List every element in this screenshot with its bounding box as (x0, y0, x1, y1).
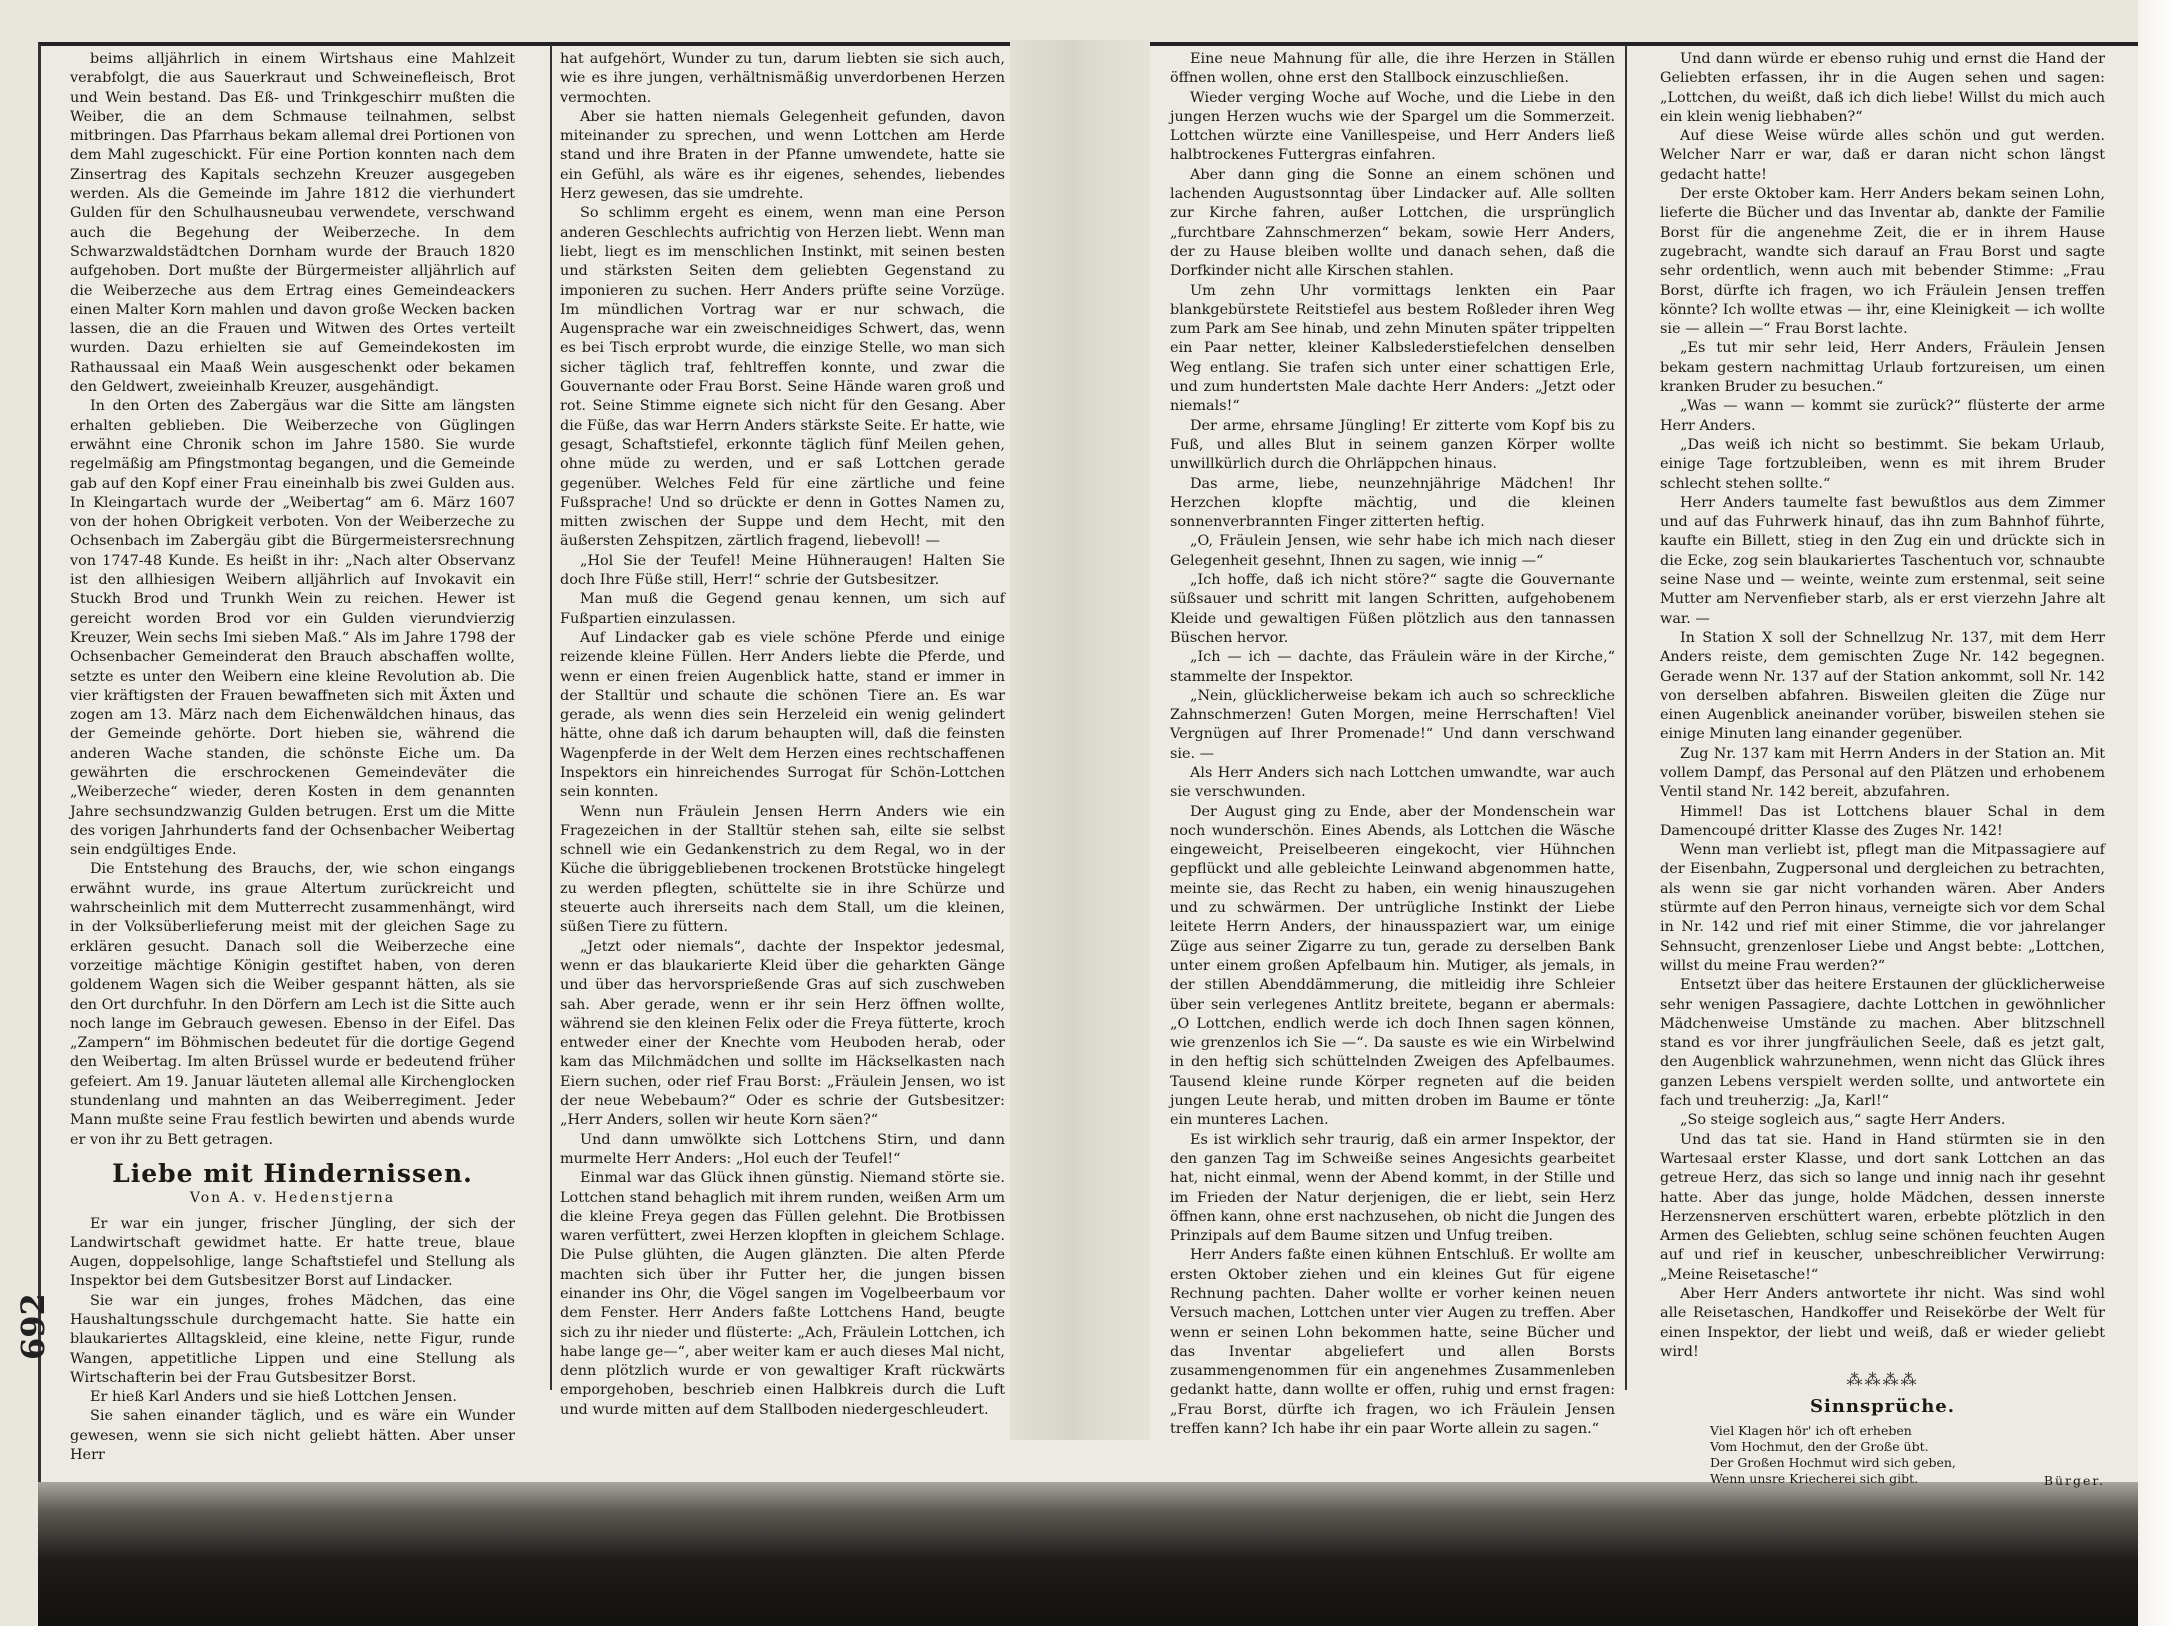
sinnsprueche-title: Sinnsprüche. (1809, 1396, 1956, 1418)
story-paragraph: Und das tat sie. Hand in Hand stürmten sie in den Wartesaal erster Klasse, und dort sank Lottchen an das getreue Herz, das sich so lange und innig nach ihr gesehnt hatte. Aber das junge, holde Mädchen, dessen innerste Herzensnerven erschüttert waren, erbebte plötzlich in den Armen des Geliebten, schlug seine schönen feuchten Augen auf und rief in keuscher, unbeschreiblicher Verwirrung: „Meine Reisetasche!“ (1660, 1131, 2105, 1283)
right-column-1 (1170, 50, 1615, 1438)
story-paragraph: Himmel! Das ist Lottchens blauer Schal in dem Damencoupé dritter Klasse des Zuges Nr. 142! (1660, 803, 2105, 839)
poem-author: Bürger. (2043, 1472, 2105, 1488)
story-paragraph: Er hieß Karl Anders und sie hieß Lottchen Jensen. (90, 1389, 457, 1406)
story-paragraph: Sie war ein junges, frohes Mädchen, das eine Haushaltungsschule durchgemacht hatte. Sie hatte ein blaukariertes Alltagskleid, eine kleine, nette Figur, runde Wangen, appetitliche Lippen und eine Stellung als Wirtschafterin bei der Frau Gutsbesitzer Borst. (70, 1292, 515, 1386)
story-paragraph: Aber Herr Anders antwortete ihr nicht. Was sind wohl alle Reisetaschen, Handkoffer und Reisekörbe der Welt für einen Inspektor, der liebt und weiß, daß er wieder geliebt wird! (1660, 1286, 2105, 1360)
book-page-edges (38, 1482, 2138, 1626)
story-byline: Von A. v. Hedenstjerna (189, 1190, 396, 1207)
story-paragraph: „Nein, glücklicherweise bekam ich auch so schreckliche Zahnschmerzen! Guten Morgen, meine Herrschaften! Viel Vergnügen auf Ihrer Promenade!“ Und dann verschwand sie. — (1170, 687, 1615, 762)
story-paragraph: Es ist wirklich sehr traurig, daß ein armer Inspektor, der den ganzen Tag im Schweiße seines Angesichts gearbeitet hat, nicht einmal, wenn der Abend kommt, in der Stille und im Frieden der Natur derjenigen, die er liebt, sein Herz öffnen kann, ohne erst nachzusehen, ob nicht die Jungen des Prinzipals auf dem Baume sitzen und Unfug treiben. (1170, 1131, 1615, 1245)
story-paragraph: „Ich hoffe, daß ich nicht störe?“ sagte die Gouvernante süßsauer und schritt mit langen Schritten, aufgehobenem Kleide und gewaltigen Füßen plötzlich aus den tannassen Büschen hervor. (1170, 572, 1615, 646)
story-title: Liebe mit Hindernissen. (112, 1158, 473, 1188)
story-paragraph: Zug Nr. 137 kam mit Herrn Anders in der Station an. Mit vollem Dampf, das Personal auf den Plätzen und erhobenem Ventil stand Nr. 142 bereit, abzufahren. (1660, 745, 2105, 801)
story-paragraph: Wieder verging Woche auf Woche, und die Liebe in den jungen Herzen wuchs wie der Spargel um die Sommerzeit. Lottchen würzte eine Vanillespeise, und Herr Anders ließ halbtrockenes Futtergras einfahren. (1170, 89, 1615, 164)
story-paragraph: Entsetzt über das heitere Erstaunen der glücklicherweise sehr wenigen Passagiere, dachte Lottchen in gewöhnlicher Mädchenweise Umstände zu machen. Aber blitzschnell stand es vor ihrer jungfräulichen Seele, daß es jetzt galt, den Augenblick wahrzunehmen, wenn nicht das Glück ihres ganzen Lebens verspielt werden sollte, und antwortete ein fach und treuherzig: „Ja, Karl!“ (1660, 977, 2105, 1110)
story-paragraph: hat aufgehört, Wunder zu tun, darum liebten sie sich auch, wie es ihre jungen, verhältnismäßig unverdorbenen Herzen vermochten. (560, 51, 1005, 106)
left-column-1 (70, 50, 515, 1464)
right-page (1170, 50, 2105, 1488)
story-paragraph: Aber sie hatten niemals Gelegenheit gefunden, davon miteinander zu sprechen, und wenn Lottchen am Herde stand und ihre Braten in der Pfanne umwendete, hatte sie ein Gefühl, als wäre es ihr eigenes, sehendes, liebendes Herz gewesen, das sie umdrehte. (560, 108, 1005, 203)
story-paragraph: Auf Lindacker gab es viele schöne Pferde und einige reizende kleine Füllen. Herr Anders liebte die Pferde, und wenn er einen freien Augenblick hatte, stand er immer in der Stalltür und schaute die schönen Tiere an. Es war gerade, als wenn dies sein Herzeleid ein wenig gelindert hätte, ohne daß ich darum behaupten will, daß die feinsten Wagenpferde in der Welt dem Herzen eines rechtschaffenen Inspektors ein hinreichendes Surrogat für Schön-Lottchen sein konnten. (560, 629, 1005, 801)
story-paragraph: Wenn man verliebt ist, pflegt man die Mitpassagiere auf der Eisenbahn, Zugpersonal und dergleichen zu betrachten, als wenn sie gar nicht vorhanden wären. Aber Anders stürmte auf den Perron hinaus, verneigte sich vor dem Schal in Nr. 142 und rief mit einer Stimme, die vor jahrelanger Sehnsucht, grenzenloser Liebe und Angst bebte: „Lottchen, willst du meine Frau werden?“ (1660, 842, 2105, 974)
story-paragraph: „So steige sogleich aus,“ sagte Herr Anders. (1680, 1112, 2006, 1129)
story-paragraph: Herr Anders faßte einen kühnen Entschluß. Er wollte am ersten Oktober ziehen und ein kleines Gut für eigene Rechnung pachten. Daher wollte er vorher keinen neuen Versuch machen, Lottchen unter vier Augen zu treffen. Aber wenn er seinen Lohn bekommen hatte, seine Bücher und das Inventar abgeliefert und allen Borsts zusammengenommen für ein angenehmes Zusammenleben gedankt hatte, dann wollte er offen, ruhig und ernst fragen: „Frau Borst, dürfte ich fragen, wo ich Fräulein Jensen treffen kann? Ich habe ihr ein paar Worte allein zu sagen.“ (1170, 1247, 1615, 1438)
story-paragraph: Als Herr Anders sich nach Lottchen umwandte, war auch sie verschwunden. (1170, 764, 1615, 801)
story-paragraph: Und dann würde er ebenso ruhig und ernst die Hand der Geliebten erfassen, ihr in die Augen sehen und sagen: „Lottchen, du weißt, daß ich dich liebe! Willst du mich auch ein klein wenig liebhaben?“ (1660, 51, 2105, 125)
story-paragraph: Der arme, ehrsame Jüngling! Er zitterte vom Kopf bis zu Fuß, und alles Blut in seinem ganzen Körper wollte unwillkürlich durch die Ohrläppchen hinaus. (1170, 417, 1615, 473)
story-paragraph: So schlimm ergeht es einem, wenn man eine Person anderen Geschlechts aufrichtig von Herzen liebt. Wenn man liebt, liegt es im menschlichen Instinkt, mit seinen besten und stärksten Seiten dem geliebten Gegenstand zu imponieren zu suchen. Herr Anders prüfte seine Vorzüge. Im mündlichen Vortrag war er nur schwach, die Augensprache war ein zweischneidiges Schwert, das, wenn es bei Tisch erprobt wurde, die einzige Stelle, wo man sich sicher täglich traf, fehltreffen konnte, und zwar die Gouvernante oder Frau Borst. Seine Hände waren groß und rot. Seine Stimme eignete sich nicht für den Gesang. Aber die Füße, das war Herrn Anders stärkste Seite. Er hatte, wie gesagt, Schaftstiefel, erkonnte täglich fünf Meilen gehen, ohne müde zu werden, und er saß Lottchen gerade gegenüber. Welches Feld für eine zärtliche und feine Fußsprache! Und so drückte er denn in Gottes Namen zu, mitten zwischen der Suppe und dem Hecht, mit den äußersten Zehspitzen, zärtlich fragend, liebevoll! — (560, 205, 1005, 550)
ornament-divider: ⁂⁂⁂⁂ (1846, 1370, 1919, 1390)
poem-line: Wenn unsre Kriecherei sich gibt. (1710, 1470, 1919, 1486)
article-paragraph: beims alljährlich in einem Wirtshaus eine Mahlzeit verabfolgt, die aus Sauerkraut und Schweinefleisch, Brot und Wein bestand. Das Eß- und Trinkgeschirr mußten die Weiber, die an dem Schmause teilnahmen, selbst mitbringen. Das Pfarrhaus bekam allemal drei Portionen von dem Mahl zugeschickt. Für eine Portion konnten nach dem Zinsertrag des Kapitals sechzehn Kreuzer ausgegeben werden. Als die Gemeinde im Jahre 1812 die vierhundert Gulden für den Schulhausneubau verwendete, verschwand auch die Begehung der Weiberzeche. In dem Schwarzwaldstädtchen Dornham wurde der Brauch 1820 aufgehoben. Dort mußte der Bürgermeister alljährlich auf die Weiberzeche aus dem Ertrag eines Gemeindeackers einen Malter Korn mahlen und davon große Wecken backen lassen, die an die Frauen und Witwen des Ortes verteilt wurden. Dazu erhielten sie auf Gemeindekosten im Rathaussaal ein Maaß Wein ausgeschenkt oder bekamen den Geldwert, zweieinhalb Kreuzer, ausgehändigt. (70, 51, 515, 396)
page-number: 692 (14, 1293, 52, 1360)
story-paragraph: Um zehn Uhr vormittags lenkten ein Paar blankgebürstete Reitstiefel aus bestem Roßleder ihren Weg zum Park am See hinab, und zehn Minuten später trippelten ein Paar netter, kleiner Kalbslederstiefelchen denselben Weg entlang. Sie trafen sich unter einer schattigen Erle, und zum hundertsten Male dachte Herr Anders: „Jetzt oder niemals!“ (1170, 282, 1615, 415)
left-column-2 (560, 50, 1005, 1418)
poem-line: Vom Hochmut, den der Große übt. (1710, 1438, 1929, 1454)
story-paragraph: Das arme, liebe, neunzehnjährige Mädchen! Ihr Herzchen klopfte mächtig, und die kleinen sonnenverbrannten Finger zitterten heftig. (1170, 475, 1615, 531)
story-paragraph: Wenn nun Fräulein Jensen Herrn Anders wie ein Fragezeichen in der Stalltür stehen sah, eilte sie selbst schnell wie ein Gedankenstrich zu dem Regal, wo in der Küche die übriggebliebenen trockenen Brotstücke hingelegt zu werden pflegten, schüttelte sie in ihre Schürze und steuerte auch ihrerseits nach dem Stall, um die kleinen, süßen Tiere zu füttern. (560, 803, 1005, 936)
story-paragraph: „Ich — ich — dachte, das Fräulein wäre in der Kirche,“ stammelte der Inspektor. (1170, 649, 1615, 685)
story-paragraph: Der erste Oktober kam. Herr Anders bekam seinen Lohn, lieferte die Bücher und das Inventar ab, dankte der Familie Borst für die angenehme Zeit, die er in ihrem Hause zugebracht, wandte sich darauf an Frau Borst und sagte sehr ordentlich, wenn auch mit bebender Stimme: „Frau Borst, dürfte ich fragen, wo ich Fräulein Jensen treffen könnte? Ich wollte etwas — ihr, eine Kleinigkeit — ich wollte sie — allein —“ Frau Borst lachte. (1660, 186, 2105, 338)
story-paragraph: „Es tut mir sehr leid, Herr Anders, Fräulein Jensen bekam gestern nachmittag Urlaub fortzureisen, um einen kranken Bruder zu besuchen.“ (1660, 340, 2105, 396)
story-paragraph: Der August ging zu Ende, aber der Mondenschein war noch wunderschön. Eines Abends, als Lottchen die Wäsche eingeweicht, Preiselbeeren eingekocht, vier Hühnchen gepflückt und alle gebleichte Leinwand abgenommen hatte, meinte sie, das Recht zu haben, ein wenig hinauszugehen und zu schwärmen. Der untrügliche Instinkt der Liebe leitete Herrn Anders, der hinausspaziert war, um einige Züge aus seiner Zigarre zu tun, gerade zu derselben Bank unter einem großen Apfelbaum hin. Mutiger, als jemals, in der stillen Abenddämmerung, die mitleidig ihre Schleier über sein verlegenes Antlitz breitete, begann er abermals: „O Lottchen, endlich werde ich doch Ihnen sagen können, wie grenzenlos ich Sie —“. Da sauste es wie ein Wirbelwind in den heftig sich schüttelnden Zweigen des Apfelbaumes. Tausend kleine runde Körper regneten auf die beiden jungen Leute herab, und mitten droben im Baume er tönte ein munteres Lachen. (1170, 803, 1615, 1129)
story-paragraph: Herr Anders taumelte fast bewußtlos aus dem Zimmer und auf das Fuhrwerk hinauf, das ihn zum Bahnhof führte, kaufte ein Billett, stieg in den Zug ein und drückte sich in die Ecke, zog sein blaukariertes Taschentuch vor, schnaubte seine Nase und — weinte, weinte zum erstenmal, seit seine Mutter am Nervenfieber starb, als er erst vierzehn Jahre alt war. — (1660, 494, 2105, 627)
story-paragraph: „Jetzt oder niemals“, dachte der Inspektor jedesmal, wenn er das blaukarierte Kleid über die geharkten Gänge und über das hervorsprießende Gras auf sich zuschweben sah. Aber gerade, wenn er ihr sein Herz öffnen wollte, während sie den kleinen Felix oder die Freya fütterte, kroch entweder einer der Knechte vom Heuboden herab, oder kam das Milchmädchen und sollte im Häckselkasten nach Eiern suchen, oder rief Frau Borst: „Fräulein Jensen, wo ist der neue Webebaum?“ Oder es schrie der Gutsbesitzer: „Herr Anders, sollen wir heute Korn säen?“ (560, 938, 1005, 1129)
book-gutter (1010, 40, 1150, 1440)
story-paragraph: Auf diese Weise würde alles schön und gut werden. Welcher Narr er war, daß er daran nicht schon längst gedacht hatte! (1660, 128, 2105, 183)
article-paragraph: Die Entstehung des Brauchs, der, wie schon eingangs erwähnt wurde, ins graue Altertum zurückreicht und wahrscheinlich mit dem Mutterrecht zusammenhängt, wird in der Volksüberlieferung meist mit der gleichen Sage zu erklären gesucht. Danach soll die Weiberzeche eine vorzeitige mächtige Königin gestiftet haben, von deren goldenem Wagen sich die Weiber gespannt hätten, als sie den Ort durchfuhr. In den Dörfern am Lech ist die Sitte auch noch lange im Gebrauch gewesen. Ebenso in der Eifel. Das „Zampern“ im Böhmischen bedeutet für die dortige Gegend den Weibertag. Im alten Brüssel wurde er bedeutend früher gefeiert. Am 19. Januar läuteten allemal alle Kirchenglocken stundenlang und mahnten an das Weiberregiment. Jeder Mann mußte seine Frau festlich bewirten und abends wurde er von ihr zu Bett getragen. (70, 861, 515, 1148)
poem-line: Der Großen Hochmut wird sich geben, (1710, 1454, 1956, 1470)
story-paragraph: „Hol Sie der Teufel! Meine Hühneraugen! Halten Sie doch Ihre Füße still, Herr!“ schrie der Gutsbesitzer. (560, 552, 1005, 589)
story-paragraph: Er war ein junger, frischer Jüngling, der sich der Landwirtschaft gewidmet hatte. Er hatte treue, blaue Augen, doppelsohlige, lange Schaftstiefel und Stellung als Inspektor bei dem Gutsbesitzer Borst auf Lindacker. (70, 1215, 515, 1290)
left-page (70, 50, 1005, 1464)
story-paragraph: In Station X soll der Schnellzug Nr. 137, mit dem Herr Anders reiste, dem gemischten Zuge Nr. 142 begegnen. Gerade wenn Nr. 137 auf der Station ankommt, soll Nr. 142 von derselben abfahren. Bisweilen gleiten die Züge nur einen Augenblick aneinander vorüber, bisweilen stehen sie einige Minuten lang einander gegenüber. (1660, 629, 2105, 743)
story-paragraph: „O, Fräulein Jensen, wie sehr habe ich mich nach dieser Gelegenheit gesehnt, Ihnen zu sagen, wie innig —“ (1170, 533, 1615, 569)
right-column-2 (1660, 50, 2105, 1488)
story-paragraph: „Das weiß ich nicht so bestimmt. Sie bekam Urlaub, einige Tage fortzubleiben, wenn es mit ihrem Bruder schlecht stehen sollte.“ (1660, 436, 2105, 492)
story-paragraph: Und dann umwölkte sich Lottchens Stirn, und dann murmelte Herr Anders: „Hol euch der Teufel!“ (560, 1131, 1005, 1167)
story-paragraph: Eine neue Mahnung für alle, die ihre Herzen in Ställen öffnen wollen, ohne erst den Stallbock einzuschließen. (1170, 51, 1615, 87)
story-paragraph: Einmal war das Glück ihnen günstig. Niemand störte sie. Lottchen stand behaglich mit ihrem runden, weißen Arm um die kleine Freya gegen das Füllen gelehnt. Die Brotbissen waren verfüttert, zwei Herzen klopften in gleichem Schlage. Die Pulse glühten, die Augen glänzten. Die alten Pferde machten sich über ihr Futter her, die jungen bissen einander ins Ohr, die Vögel sangen im Vogelbeerbaum vor dem Fenster. Herr Anders faßte Lottchens Hand, beugte sich zu ihr nieder und flüsterte: „Ach, Fräulein Lottchen, ich habe lange ge—“, aber weiter kam er auch dieses Mal nicht, denn plötzlich wurde er von gewaltiger Kraft rückwärts emporgehoben, beschrieb einen Halbkreis durch die Luft und wurde mitten auf dem Stallboden niedergeschleudert. (560, 1170, 1005, 1418)
story-paragraph: „Was — wann — kommt sie zurück?“ flüsterte der arme Herr Anders. (1660, 398, 2105, 434)
article-paragraph: In den Orten des Zabergäus war die Sitte am längsten erhalten geblieben. Die Weiberzeche von Güglingen erwähnt eine Chronik schon im Jahre 1580. Sie wurde regelmäßig am Pfingstmontag begangen, und die Gemeinde gab auf den Kopf einer Frau eineinhalb bis zwei Gulden aus. In Kleingartach wurde der „Weibertag“ am 6. März 1607 von der hohen Obrigkeit verboten. Von der Weiberzeche zu Ochsenbach im Zabergäu gibt die Bürgermeistersrechnung von 1747-48 Kunde. Es heißt in ihr: „Nach alter Observanz ist den allhiesigen Weibern alljährlich auf Invokavit ein Stuckh Brod und Trunkh Wein zu reichen. Hewer ist gereicht worden Brod vor ein Gulden vierundvierzig Kreuzer, Wein sechs Imi sieben Maß.“ Als im Jahre 1798 der Ochsenbacher Gemeinderat den Brauch abschaffen wollte, setzte es unter den Weibern eine kleine Revolution ab. Die vier kräftigsten der Frauen bewaffneten sich mit Äxten und zogen am 13. März nach dem Eichenwäldchen hinaus, das der Gemeinde gehörte. Dort hieben sie, während die anderen Wache standen, die schönste Eiche um. Da gewährten die erschrockenen Gemeindeväter die „Weiberzeche“ wieder, deren Kosten in dem genannten Jahre sechsundzwanzig Gulden betrugen. Erst um die Mitte des vorigen Jahrhunderts fand der Ochsenbacher Weibertag sein endgültiges Ende. (70, 398, 515, 859)
scan-margin (2138, 0, 2178, 1626)
story-paragraph: Sie sahen einander täglich, und es wäre ein Wunder gewesen, wenn sie sich nicht geliebt hätten. Aber unser Herr (70, 1408, 515, 1464)
poem-line: Viel Klagen hör' ich oft erheben (1710, 1422, 1912, 1438)
story-paragraph: Aber dann ging die Sonne an einem schönen und lachenden Augustsonntag über Lindacker auf. Alle sollten zur Kirche fahren, außer Lottchen, die ursprünglich „furchtbare Zahnschmerzen“ bekam, sowie Herr Anders, der zu Hause bleiben wollte und danach sehen, daß die Dorfkinder nicht alle Kirschen stahlen. (1170, 166, 1615, 280)
story-paragraph: Man muß die Gegend genau kennen, um sich auf Fußpartien einzulassen. (560, 591, 1005, 627)
